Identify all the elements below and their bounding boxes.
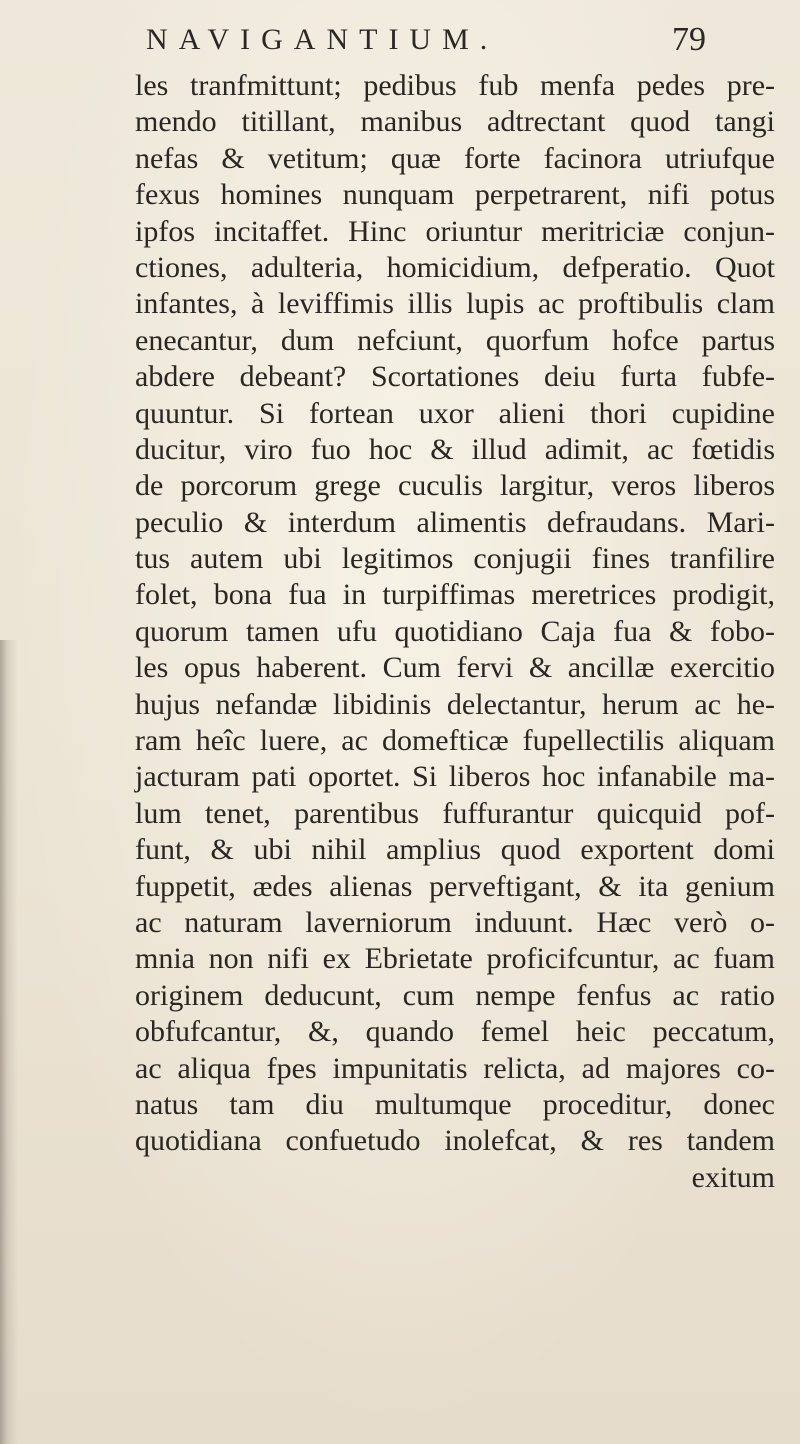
text-line: originem deducunt, cum nempe fenfus ac ratio <box>135 978 775 1012</box>
text-line: ctiones, adulteria, homicidium, defperatio. Quot <box>135 250 775 284</box>
text-line: mendo titillant, manibus adtrectant quod tangi <box>135 105 775 139</box>
text-line: ram heîc luere, ac domefticæ fupellectilis aliquam <box>135 724 775 758</box>
text-line: hujus nefandæ libidinis delectantur, herum ac he- <box>135 687 775 721</box>
running-title: NAVIGANTIUM. <box>146 23 499 56</box>
text-line: infantes, à leviffimis illis lupis ac proftibulis clam <box>135 287 775 321</box>
text-line: fuppetit, ædes alienas perveftigant, & ita genium <box>135 869 775 903</box>
text-line: quorum tamen ufu quotidiano Caja fua & fobo- <box>135 614 775 648</box>
text-line: tus autem ubi legitimos conjugii fines tranfilire <box>135 542 775 576</box>
body-text <box>135 68 775 1196</box>
text-line: de porcorum grege cuculis largitur, veros liberos <box>135 469 775 503</box>
page-number: 79 <box>672 21 706 58</box>
page-header <box>146 20 706 64</box>
text-line: funt, & ubi nihil amplius quod exportent domi <box>135 833 775 867</box>
text-line: fexus homines nunquam perpetrarent, nifi potus <box>135 178 775 212</box>
text-line: les opus haberent. Cum fervi & ancillæ exercitio <box>135 651 775 685</box>
text-line: lum tenet, parentibus fuffurantur quicquid pof- <box>135 796 775 830</box>
text-line: jacturam pati oportet. Si liberos hoc infanabile ma- <box>135 760 775 794</box>
text-line: quotidiana confuetudo inolefcat, & res tandem <box>135 1124 775 1158</box>
text-line: obfufcantur, &, quando femel heic peccatum, <box>135 1015 775 1049</box>
text-line: mnia non nifi ex Ebrietate proficifcuntur, ac fuam <box>135 942 775 976</box>
text-line: natus tam diu multumque proceditur, donec <box>135 1087 775 1121</box>
text-line: nefas & vetitum; quæ forte facinora utriufque <box>135 141 775 175</box>
text-line: abdere debeant? Scortationes deiu furta fubfe- <box>135 360 775 394</box>
text-line: ipfos incitaffet. Hinc oriuntur meritriciæ conjun- <box>135 214 775 248</box>
text-line: ac naturam laverniorum induunt. Hæc verò o- <box>135 905 775 939</box>
text-line: exitum <box>691 1160 775 1194</box>
text-line: les tranfmittunt; pedibus fub menfa pedes pre- <box>135 69 775 102</box>
text-line: quuntur. Si fortean uxor alieni thori cupidine <box>135 396 775 430</box>
text-line: enecantur, dum nefciunt, quorfum hofce partus <box>135 323 775 357</box>
text-line: ac aliqua fpes impunitatis relicta, ad majores co- <box>135 1051 775 1085</box>
text-line: peculio & interdum alimentis defraudans. Mari- <box>135 505 775 539</box>
text-line: ducitur, viro fuo hoc & illud adimit, ac fœtidis <box>135 432 775 466</box>
text-line: folet, bona fua in turpiffimas meretrices prodigit, <box>135 578 775 612</box>
gutter-shadow <box>0 640 18 1444</box>
